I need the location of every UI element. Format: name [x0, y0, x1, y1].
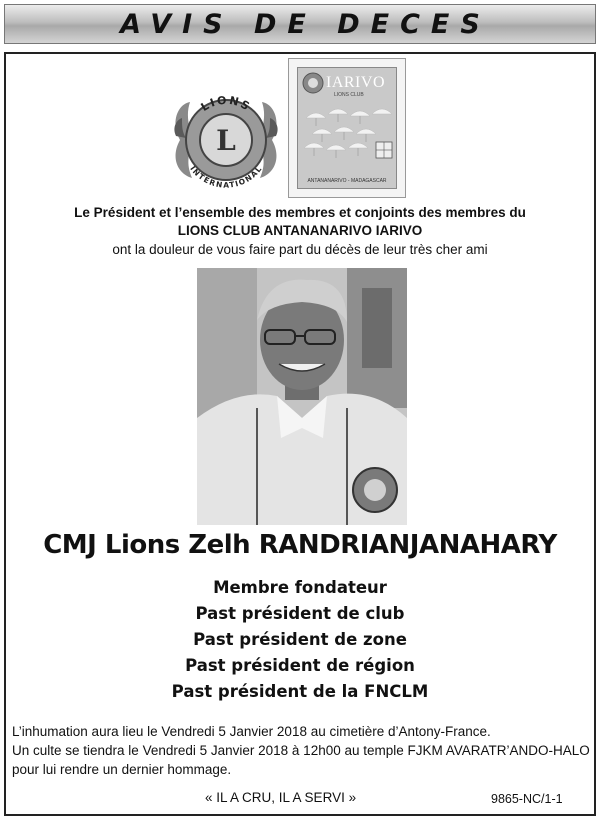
- intro-club-name: LIONS CLUB ANTANANARIVO IARIVO: [177, 223, 423, 238]
- club-logo-name: IARIVO: [326, 74, 385, 91]
- portrait-photo: [197, 268, 407, 525]
- lions-logo-bottom-text: INTERNATIONAL: [188, 164, 264, 190]
- burial-info: L’inhumation aura lieu le Vendredi 5 Janvier 2018 au cimetière d’Antony-France.: [12, 724, 491, 739]
- deceased-name: CMJ Lions Zelh RANDRIANJANAHARY: [43, 530, 557, 560]
- motto: « IL A CRU, IL A SERVI »: [205, 790, 357, 805]
- title-item: Past président de la FNCLM: [171, 682, 429, 701]
- title-item: Membre fondateur: [213, 578, 387, 597]
- portrait-image: [197, 268, 407, 525]
- lions-logo-letter: L: [216, 124, 236, 157]
- reference-code: 9865-NC/1-1: [491, 792, 563, 806]
- service-info: Un culte se tiendra le Vendredi 5 Janvier 2018 à 12h00 au temple FJKM AVARATR’ANDO-HALO pour lui rendre un dernier hommage.: [12, 743, 590, 777]
- club-logo-frame: [288, 58, 406, 198]
- club-logo: [297, 67, 397, 189]
- umbrellas-icon: [302, 104, 394, 160]
- title-item: Past président de club: [195, 604, 405, 623]
- intro-line-3: ont la douleur de vous faire part du décès de leur très cher ami: [112, 242, 488, 257]
- club-logo-location: ANTANANARIVO - MADAGASCAR: [307, 178, 387, 184]
- header-banner: [4, 4, 596, 44]
- title-item: Past président de zone: [193, 630, 407, 649]
- lions-international-logo: [168, 82, 284, 198]
- notice-title: AVIS DE DECES: [120, 8, 491, 40]
- club-logo-subtitle: LIONS CLUB: [334, 92, 364, 98]
- deceased-titles: [0, 575, 600, 705]
- lions-emblem-icon: [302, 72, 324, 94]
- lions-logo-top-text: LIONS: [198, 93, 254, 114]
- intro-line-1: Le Président et l’ensemble des membres et conjoints des membres du: [74, 205, 526, 220]
- title-item: Past président de région: [185, 656, 415, 675]
